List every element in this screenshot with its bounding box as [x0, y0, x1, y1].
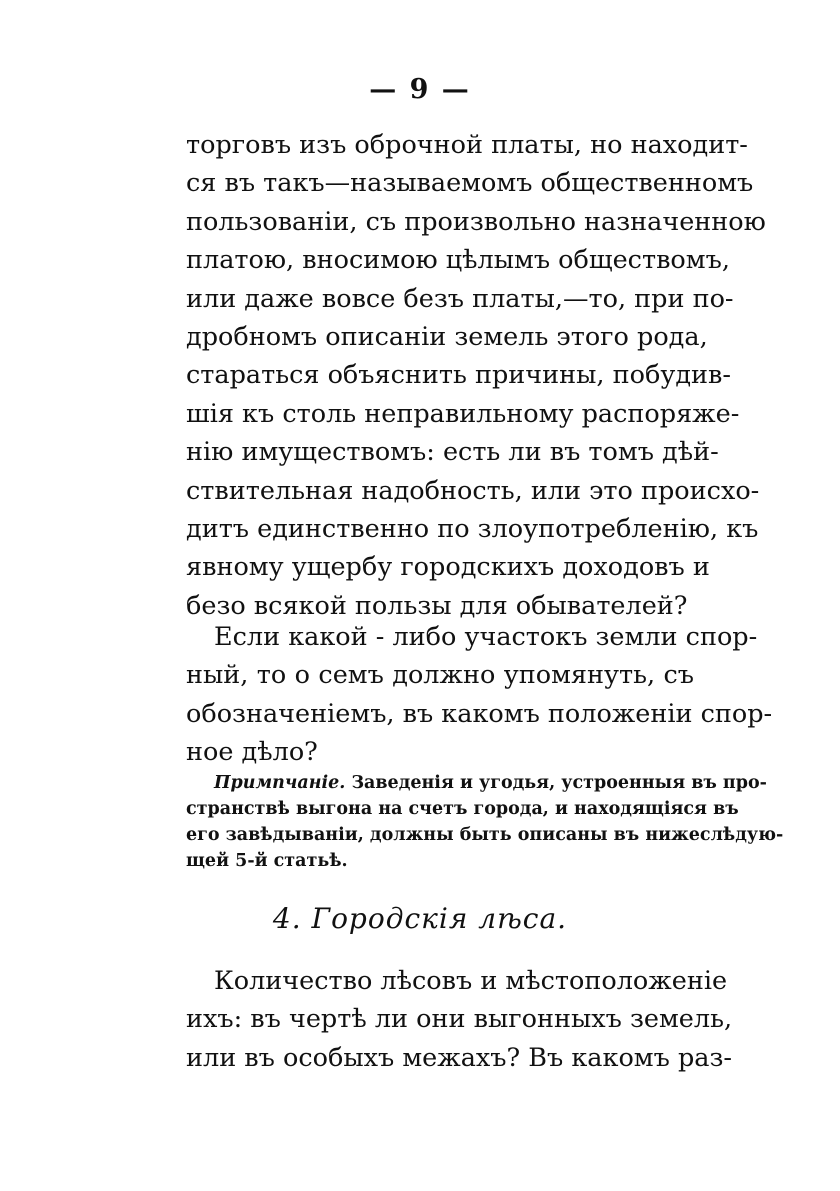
text-line: ся въ такъ—называемомъ общественномъ	[186, 168, 754, 199]
paragraph-1	[186, 126, 766, 625]
text-line: платою, вносимою цѣлымъ обществомъ,	[186, 245, 730, 276]
note-line: щей 5-й статьѣ.	[186, 851, 348, 871]
note-line	[186, 770, 767, 796]
text-line: дробномъ описаніи земель этого рода,	[186, 322, 708, 353]
text-line: явному ущербу городскихъ доходовъ и	[186, 552, 710, 583]
footnote	[186, 770, 784, 874]
text-line: ный, то о семъ должно упомянуть, съ	[186, 660, 694, 691]
page-number: — 9 —	[369, 74, 471, 105]
text-line: шія къ столь неправильному распоряже-	[186, 398, 740, 429]
text-line: обозначеніемъ, въ какомъ положеніи спор-	[186, 698, 773, 729]
text-line: нію имуществомъ: есть ли въ томъ дѣй-	[186, 437, 719, 468]
text-line: ное дѣло?	[186, 737, 318, 768]
text-line: торговъ изъ оброчной платы, но находит-	[186, 130, 748, 160]
note-text: Заведенія и угодья, устроенныя въ про-	[351, 773, 767, 793]
text-line: или даже вовсе безъ платы,—то, при по-	[186, 283, 734, 314]
text-line: стараться объяснить причины, побудив-	[186, 360, 732, 391]
section-heading: 4. Городскія лѣса.	[272, 902, 568, 935]
text-line: безо всякой пользы для обывателей?	[186, 590, 688, 621]
note-lead: Примпчаніе.	[214, 773, 346, 793]
paragraph-2	[186, 618, 773, 772]
note-line: странствѣ выгона на счетъ города, и находящіяся въ	[186, 799, 739, 819]
text-line: пользованіи, съ произвольно назначенною	[186, 206, 766, 237]
text-line: ствительная надобность, или это происхо-	[186, 475, 760, 506]
paragraph-3	[186, 962, 733, 1077]
text-line: или въ особыхъ межахъ? Въ какомъ раз-	[186, 1042, 733, 1073]
text-line: Количество лѣсовъ и мѣстоположеніе	[214, 966, 728, 996]
text-line: Если какой - либо участокъ земли спор-	[214, 622, 758, 652]
text-line: ихъ: въ чертѣ ли они выгонныхъ земель,	[186, 1004, 733, 1035]
note-line: его завѣдываніи, должны быть описаны въ нижеслѣдую-	[186, 825, 784, 845]
text-line: дитъ единственно по злоупотребленію, къ	[186, 514, 759, 545]
